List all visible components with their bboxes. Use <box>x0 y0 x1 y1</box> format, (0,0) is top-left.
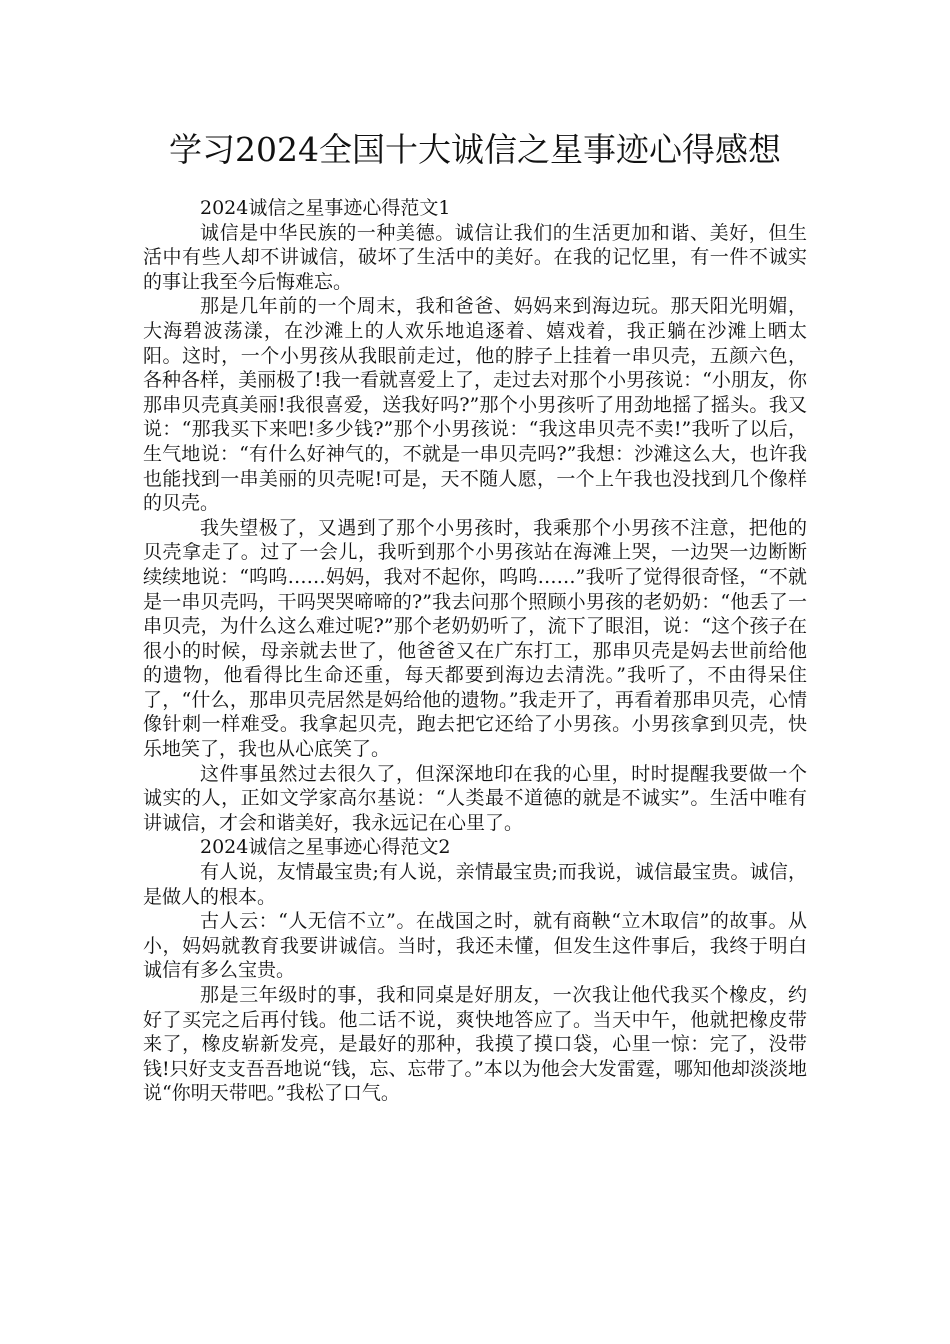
paragraph: 古人云：“人无信不立”。在战国之时，就有商鞅“立木取信”的故事。从小，妈妈就教育我要讲诚信。当时，我还未懂，但发生这件事后，我终于明白诚信有多么宝贵。 <box>143 910 807 982</box>
paragraph: 这件事虽然过去很久了，但深深地印在我的心里，时时提醒我要做一个诚实的人，正如文学家高尔基说：“人类最不道德的就是不诚实”。生活中唯有讲诚信，才会和谐美好，我永远记在心里了。 <box>143 762 807 834</box>
section-heading: 2024诚信之星事迹心得范文2 <box>200 836 451 859</box>
paragraph: 诚信是中华民族的一种美德。诚信让我们的生活更加和谐、美好，但生活中有些人却不讲诚信，破坏了生活中的美好。在我的记忆里，有一件不诚实的事让我至今后悔难忘。 <box>143 221 807 293</box>
document-title: 学习2024全国十大诚信之星事迹心得感想 <box>169 130 781 169</box>
section-1 <box>143 196 807 835</box>
paragraph: 有人说，友情最宝贵;有人说，亲情最宝贵;而我说，诚信最宝贵。诚信，是做人的根本。 <box>143 861 807 908</box>
paragraph: 那是三年级时的事，我和同桌是好朋友，一次我让他代我买个橡皮，约好了买完之后再付钱。他二话不说，爽快地答应了。当天中午，他就把橡皮带来了，橡皮崭新发亮，是最好的那种，我摸了摸口袋，心里一惊：完了，没带钱!只好支支吾吾地说“钱，忘、忘带了。”本以为他会大发雷霆，哪知他却淡淡地说“你明天带吧。”我松了口气。 <box>143 984 807 1105</box>
section-2 <box>143 835 807 1106</box>
document-page <box>143 128 807 1106</box>
paragraph: 我失望极了，又遇到了那个小男孩时，我乘那个小男孩不注意，把他的贝壳拿走了。过了一会儿，我听到那个小男孩站在海滩上哭，一边哭一边断断续续地说：“呜呜……妈妈，我对不起你，呜呜……”我听了觉得很奇怪，“不就是一串贝壳吗，干吗哭哭啼啼的?”我去问那个照顾小男孩的老奶奶：“他丢了一串贝壳，为什么这么难过呢?”那个老奶奶听了，流下了眼泪，说：“这个孩子在很小的时候，母亲就去世了，他爸爸又在广东打工，那串贝壳是妈去世前给他的遗物，他看得比生命还重，每天都要到海边去清洗。”我听了，不由得呆住了，“什么，那串贝壳居然是妈给他的遗物。”我走开了，再看着那串贝壳，心情像针刺一样难受。我拿起贝壳，跑去把它还给了小男孩。小男孩拿到贝壳，快乐地笑了，我也从心底笑了。 <box>143 516 807 761</box>
paragraph: 那是几年前的一个周末，我和爸爸、妈妈来到海边玩。那天阳光明媚，大海碧波荡漾，在沙滩上的人欢乐地追逐着、嬉戏着，我正躺在沙滩上晒太阳。这时，一个小男孩从我眼前走过，他的脖子上挂着一串贝壳，五颜六色，各种各样，美丽极了!我一看就喜爱上了，走过去对那个小男孩说：“小朋友，你那串贝壳真美丽!我很喜爱，送我好吗?”那个小男孩听了用劲地摇了摇头。我又说：“那我买下来吧!多少钱?”那个小男孩说：“我这串贝壳不卖!”我听了以后，生气地说：“有什么好神气的，不就是一串贝壳吗?”我想：沙滩这么大，也许我也能找到一串美丽的贝壳呢!可是，天不随人愿，一个上午我也没找到几个像样的贝壳。 <box>143 295 807 515</box>
section-heading: 2024诚信之星事迹心得范文1 <box>200 197 451 219</box>
